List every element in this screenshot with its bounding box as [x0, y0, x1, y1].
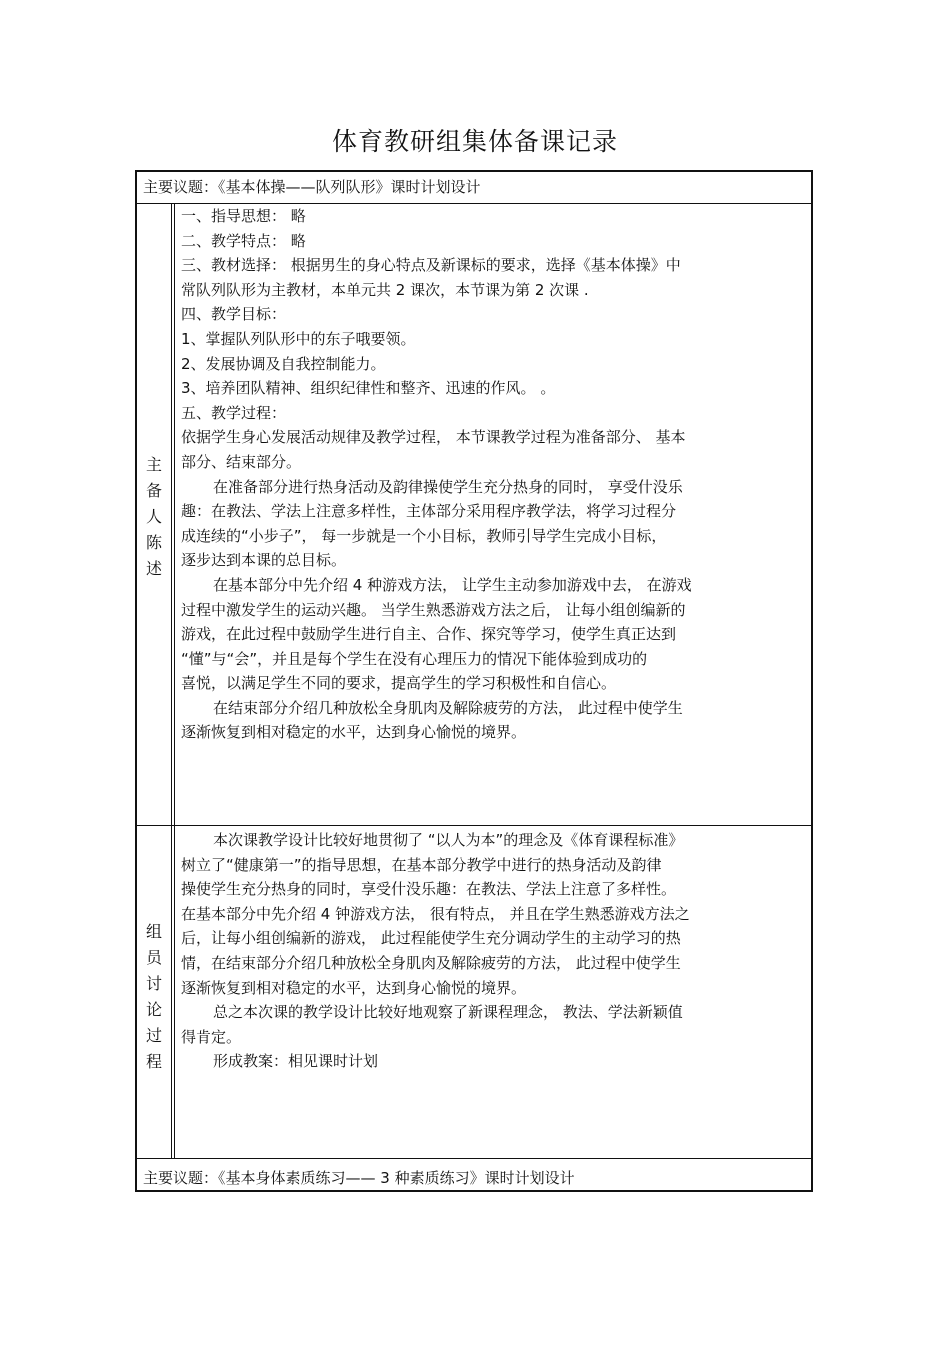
content-line: 常队列队形为主教材，本单元共 2 课次，本节课为第 2 次课 . — [181, 280, 589, 299]
content-line: 3、培养团队精神、组织纪律性和整齐、迅速的作风。 。 — [181, 379, 556, 398]
content-line: 二、教学特点： 略 — [181, 231, 306, 250]
content-line: 趣：在教法、学法上注意多样性，主体部分采用程序教学法，将学习过程分 — [181, 502, 677, 521]
content-line: 逐步达到本课的总目标。 — [181, 551, 347, 570]
content-line: 在基本部分中先介绍 4 钟游戏方法， 很有特点， 并且在学生熟悉游戏方法之 — [181, 904, 690, 923]
content-line: 喜悦，以满足学生不同的要求，提高学生的学习积极性和自信心。 — [181, 674, 617, 693]
content-line: 四、教学目标： — [181, 305, 287, 324]
content-line: 部分、结束部分。 — [181, 452, 302, 471]
content-line: 依据学生身心发展活动规律及教学过程， 本节课教学过程为准备部分、 基本 — [181, 428, 686, 447]
record-table — [135, 170, 813, 1192]
content-line: 过程中激发学生的运动兴趣。 当学生熟悉游戏方法之后， 让每小组创编新的 — [181, 600, 686, 619]
row-divider — [137, 1158, 811, 1159]
content-line: “懂”与“会”，并且是每个学生在没有心理压力的情况下能体验到成功的 — [181, 649, 648, 668]
content-line: 得肯定。 — [181, 1027, 242, 1046]
content-line: 在基本部分中先介绍 4 种游戏方法， 让学生主动参加游戏中去， 在游戏 — [213, 575, 692, 594]
section-1-label: 主 备 人 陈 述 — [145, 455, 162, 578]
topic-2: 主要议题：《基本身体素质练习—— 3 种素质练习》课时计划设计 — [143, 1169, 575, 1187]
content-line: 逐渐恢复到相对稳定的水平，达到身心愉悦的境界。 — [181, 978, 527, 997]
section-1-content — [181, 204, 805, 745]
content-line: 操使学生充分热身的同时，享受什没乐趣：在教法、学法上注意了多样性。 — [181, 880, 677, 899]
label-column-divider — [171, 204, 172, 1158]
content-line: 形成教案：相见课时计划 — [213, 1052, 379, 1071]
content-line: 五、教学过程： — [181, 403, 287, 422]
topic-1: 主要议题：《基本体操——队列队形》课时计划设计 — [143, 178, 481, 196]
content-line: 一、指导思想： 略 — [181, 207, 306, 225]
content-line: 后，让每小组创编新的游戏， 此过程能使学生充分调动学生的主动学习的热 — [181, 929, 681, 948]
row-divider — [137, 825, 811, 826]
page-title: 体育教研组集体备课记录 — [331, 127, 618, 156]
content-line: 在结束部分介绍几种放松全身肌肉及解除疲劳的方法， 此过程中使学生 — [213, 698, 683, 717]
section-2-label: 组 员 讨 论 过 程 — [145, 922, 162, 1071]
content-line: 三、教材选择： 根据男生的身心特点及新课标的要求，选择《基本体操》中 — [181, 256, 681, 275]
label-column-divider-inner — [174, 204, 175, 1158]
content-line: 总之本次课的教学设计比较好地观察了新课程理念， 教法、学法新颖值 — [213, 1003, 683, 1022]
content-line: 1、掌握队列队形中的东子哦要领。 — [181, 329, 416, 348]
content-line: 逐渐恢复到相对稳定的水平，达到身心愉悦的境界。 — [181, 723, 527, 742]
content-line: 在准备部分进行热身活动及韵律操使学生充分热身的同时， 享受什没乐 — [213, 477, 683, 496]
section-2-content — [181, 828, 805, 1074]
content-line: 树立了“健康第一”的指导思想，在基本部分教学中进行的热身活动及韵律 — [181, 855, 662, 874]
content-line: 游戏，在此过程中鼓励学生进行自主、合作、探究等学习，使学生真正达到 — [181, 625, 677, 644]
content-line: 成连续的“小步子”， 每一步就是一个小目标，教师引导学生完成小目标， — [181, 526, 667, 545]
content-line: 情，在结束部分介绍几种放松全身肌肉及解除疲劳的方法， 此过程中使学生 — [181, 953, 681, 972]
content-line: 本次课教学设计比较好地贯彻了 “以人为本”的理念及《体育课程标准》 — [213, 831, 684, 849]
content-line: 2、发展协调及自我控制能力。 — [181, 354, 386, 373]
